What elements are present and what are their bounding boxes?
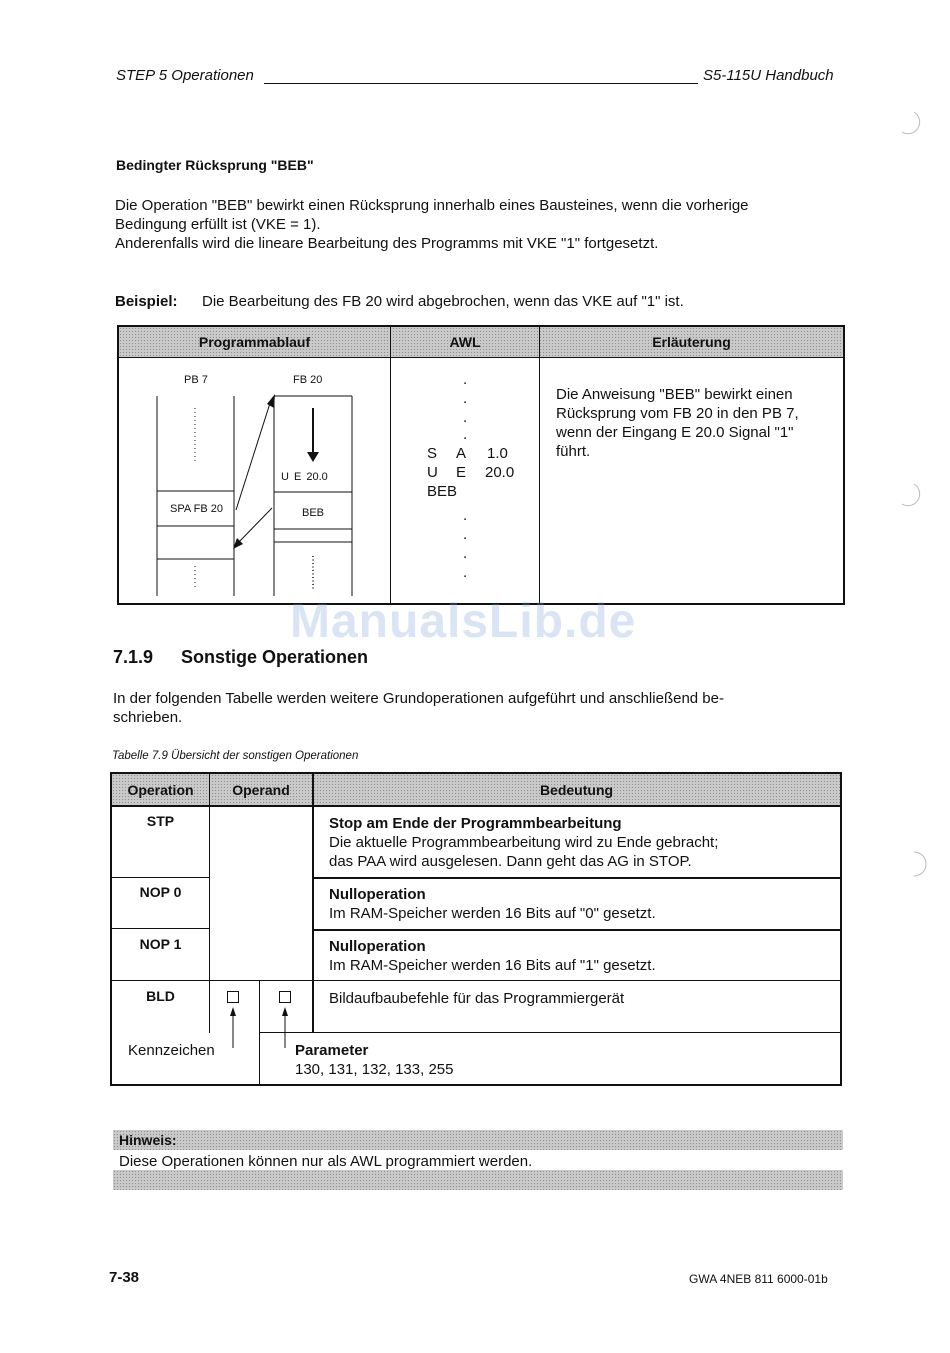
awl-dot: . [463, 371, 468, 388]
ops-table-header-rule [112, 805, 840, 807]
op-bld: BLD [146, 988, 175, 1004]
section-intro-line2: schrieben. [113, 709, 183, 726]
awl-dot: . [463, 390, 468, 407]
operand-pointer-arrows [220, 1004, 300, 1054]
header-awl: AWL [449, 334, 481, 350]
header-erlaeuterung: Erläuterung [652, 334, 731, 350]
header-rule [264, 83, 698, 84]
ops-row-divider [259, 1032, 840, 1033]
ue-label: U E 20.0 [281, 471, 328, 483]
note-text: Diese Operationen können nur als AWL programmiert werden. [119, 1153, 533, 1170]
nop1-title: Nulloperation [329, 938, 426, 955]
fb20-label: FB 20 [293, 374, 323, 386]
beb-title: Bedingter Rücksprung "BEB" [116, 157, 314, 173]
parameter-values: 130, 131, 132, 133, 255 [295, 1061, 454, 1078]
op-nop0: NOP 0 [139, 884, 182, 900]
ops-row-divider [313, 877, 840, 879]
explanation-line: führt. [556, 443, 591, 460]
header-programmablauf: Programmablauf [198, 334, 311, 350]
header-right: S5-115U Handbuch [703, 67, 834, 84]
bld-desc: Bildaufbaubefehle für das Programmiergerät [329, 990, 625, 1007]
note-bottom-band [113, 1170, 843, 1190]
ops-row-divider [313, 929, 840, 931]
operand-box-kennzeichen [227, 991, 239, 1003]
awl-line1-op: S [427, 445, 438, 462]
doc-id: GWA 4NEB 811 6000-01b [689, 1272, 828, 1286]
op-stp: STP [146, 813, 175, 829]
awl-dot: . [463, 545, 468, 562]
stp-desc-line2: das PAA wird ausgelesen. Dann geht das AG in STOP. [329, 853, 692, 870]
note-label: Hinweis: [119, 1132, 177, 1148]
beispiel-text: Die Bearbeitung des FB 20 wird abgebrochen, wenn das VKE auf "1" ist. [202, 293, 684, 310]
operand-box-parameter [279, 991, 291, 1003]
punch-hole-decoration [896, 108, 926, 138]
awl-dot: . [463, 409, 468, 426]
table-caption: Tabelle 7.9 Übersicht der sonstigen Operationen [112, 750, 359, 762]
awl-line2-op: U [427, 464, 438, 481]
stp-desc-line1: Die aktuelle Programmbearbeitung wird zu Ende gebracht; [329, 834, 719, 851]
nop0-title: Nulloperation [329, 886, 426, 903]
ops-col-divider [209, 774, 210, 1033]
awl-line1-num: 1.0 [487, 445, 508, 462]
beb-para1-line1: Die Operation "BEB" bewirkt einen Rücksprung innerhalb eines Bausteines, wenn die vorherige [115, 197, 749, 214]
header-operand: Operand [232, 781, 290, 798]
explanation-line: Rücksprung vom FB 20 in den PB 7, [556, 405, 799, 422]
header-operation: Operation [127, 781, 194, 798]
awl-dot: . [463, 507, 468, 524]
awl-line2-num: 20.0 [485, 464, 515, 481]
kennzeichen-label: Kennzeichen [128, 1042, 215, 1059]
awl-line3: BEB [427, 483, 458, 500]
header-bedeutung: Bedeutung [539, 781, 614, 798]
awl-dot: . [463, 526, 468, 543]
spa-fb20-label: SPA FB 20 [170, 503, 223, 515]
awl-dot: . [463, 564, 468, 581]
section-number: 7.1.9 [113, 647, 154, 667]
beispiel-label: Beispiel: [115, 293, 178, 310]
ops-row-divider [112, 980, 840, 981]
punch-hole-decoration [904, 850, 928, 880]
awl-line1-addr: A [456, 445, 467, 462]
beb-block-label: BEB [302, 507, 325, 519]
example-table-col-divider [539, 327, 540, 603]
beb-para2: Anderenfalls wird die lineare Bearbeitung des Programms mit VKE "1" fortgesetzt. [115, 235, 659, 252]
parameter-label: Parameter [295, 1042, 369, 1059]
nop0-desc: Im RAM-Speicher werden 16 Bits auf "0" gesetzt. [329, 905, 656, 922]
explanation-line: Die Anweisung "BEB" bewirkt einen [556, 386, 793, 403]
nop1-desc: Im RAM-Speicher werden 16 Bits auf "1" gesetzt. [329, 957, 656, 974]
ops-row-divider [112, 928, 209, 929]
op-nop1: NOP 1 [139, 936, 182, 952]
ops-col-divider [312, 774, 314, 1033]
header-left: STEP 5 Operationen [116, 67, 254, 84]
awl-line2-addr: E [456, 464, 467, 481]
punch-hole-decoration [896, 480, 926, 510]
pb7-label: PB 7 [184, 374, 208, 386]
section-intro-line1: In der folgenden Tabelle werden weitere Grundoperationen aufgeführt und anschließend be- [113, 690, 724, 707]
beb-para1-line2: Bedingung erfüllt ist (VKE = 1). [115, 216, 321, 233]
note-top-band [113, 1130, 843, 1150]
explanation-line: wenn der Eingang E 20.0 Signal "1" [556, 424, 794, 441]
awl-dot: . [463, 426, 468, 443]
program-flow-diagram [119, 358, 390, 603]
page-number: 7-38 [109, 1269, 140, 1286]
watermark: ManualsLib.de [290, 595, 637, 648]
stp-title: Stop am Ende der Programmbearbeitung [329, 815, 622, 832]
example-table-col-divider [390, 327, 391, 603]
section-title: Sonstige Operationen [181, 647, 369, 667]
ops-row-divider [112, 877, 209, 878]
